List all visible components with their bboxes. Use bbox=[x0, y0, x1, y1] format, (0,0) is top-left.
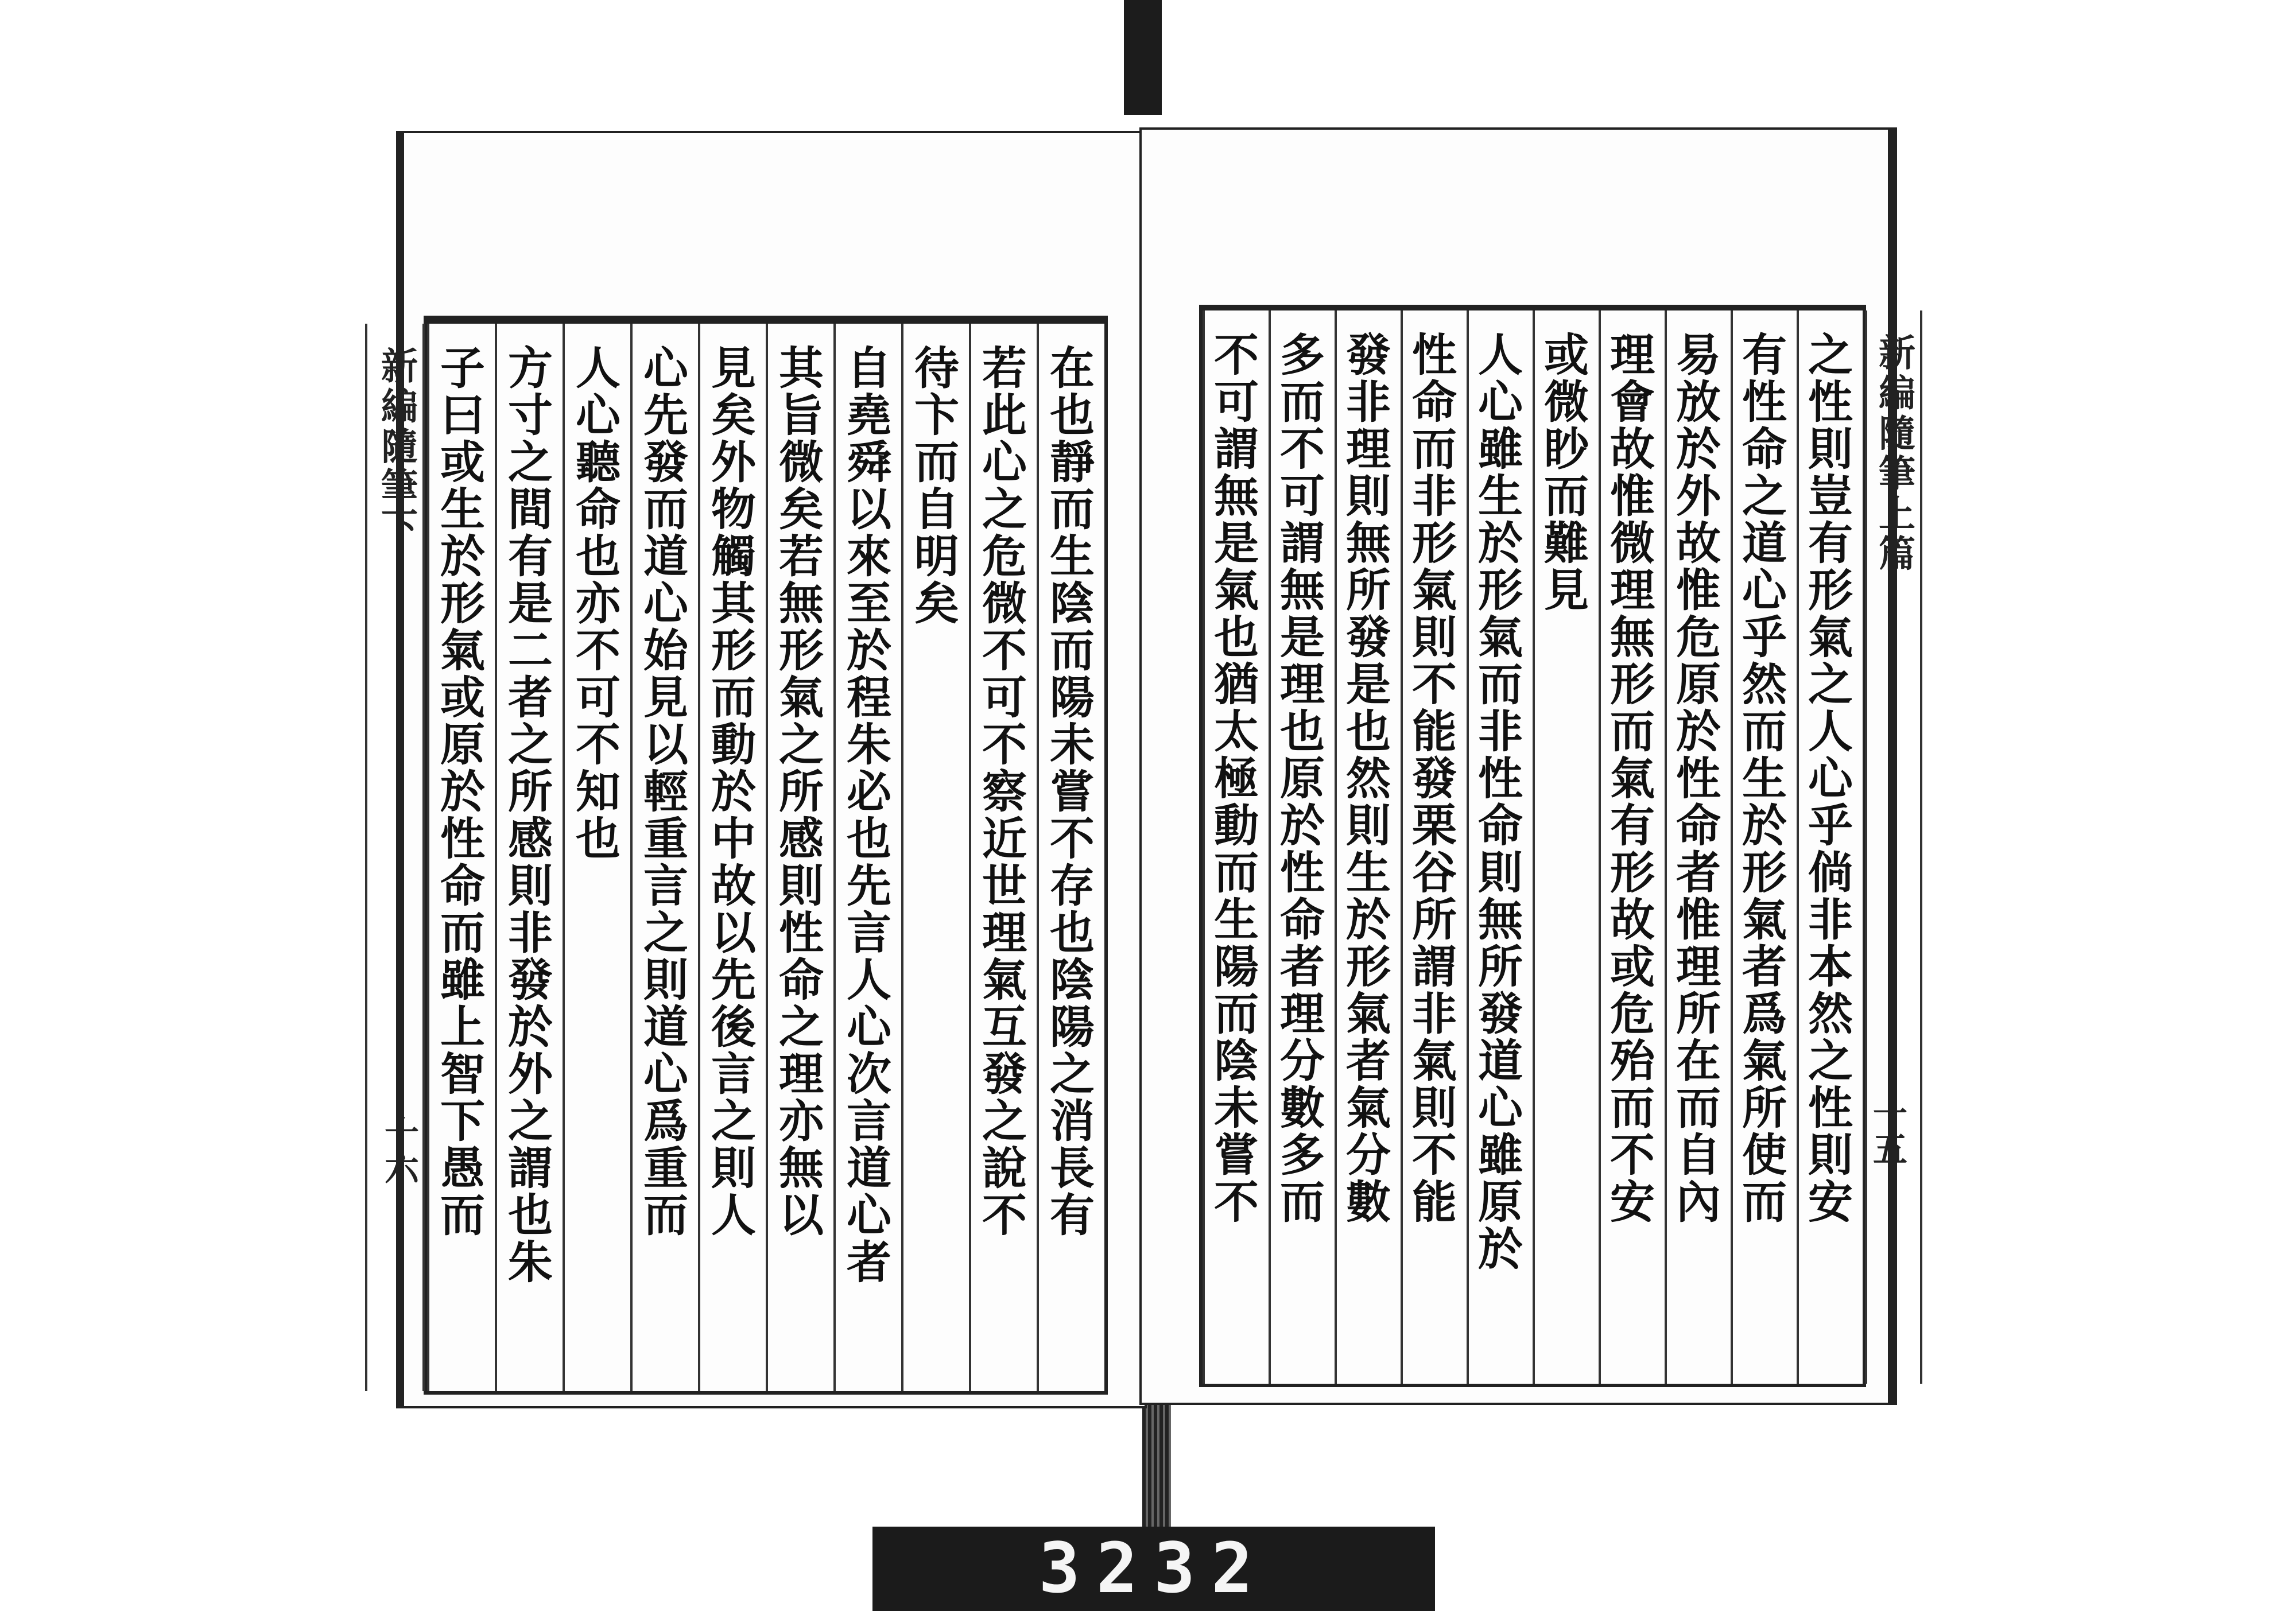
left-page bbox=[375, 131, 1147, 1408]
text-column: 不可謂無是氣也猶太極動而生陽而陰未嘗不 bbox=[1203, 310, 1269, 1384]
catalog-number-label: 3232 bbox=[872, 1527, 1435, 1611]
text-column: 自堯舜以來至於程朱必也先言人心次言道心者 bbox=[833, 324, 901, 1391]
text-column: 其旨微矣若無形氣之所感則性命之理亦無以 bbox=[766, 324, 833, 1391]
right-page-number: 十五 bbox=[1867, 1097, 1907, 1166]
text-column: 之性則豈有形氣之人心乎倘非本然之性則安 bbox=[1797, 310, 1863, 1384]
text-column: 理會故惟微理無形而氣有形故或危殆而不安 bbox=[1599, 310, 1665, 1384]
text-column: 在也靜而生陰而陽未嘗不存也陰陽之消長有 bbox=[1037, 324, 1104, 1391]
right-text-columns bbox=[1203, 310, 1863, 1384]
book-spine-bottom bbox=[1142, 1400, 1171, 1527]
text-column: 子曰或生於形氣或原於性命而雖上智下愚而 bbox=[427, 324, 495, 1391]
left-page-number: 十六 bbox=[379, 1116, 419, 1185]
right-text-frame bbox=[1199, 305, 1915, 1387]
text-column: 或微眇而難見 bbox=[1533, 310, 1599, 1384]
text-column: 易放於外故惟危原於性命者惟理所在而自內 bbox=[1665, 310, 1731, 1384]
book-spine-top bbox=[1124, 0, 1162, 115]
text-column: 方寸之間有是二者之所感則非發於外之謂也朱 bbox=[495, 324, 563, 1391]
text-column: 性命而非形氣則不能發栗谷所謂非氣則不能 bbox=[1401, 310, 1467, 1384]
left-margin-title: 新編隨筆下 bbox=[365, 324, 425, 1391]
text-column: 多而不可謂無是理也原於性命者理分數多而 bbox=[1269, 310, 1335, 1384]
text-column: 見矣外物觸其形而動於中故以先後言之則人 bbox=[698, 324, 766, 1391]
text-column: 心先發而道心始見以輕重言之則道心爲重而 bbox=[630, 324, 698, 1391]
right-page bbox=[1139, 127, 1915, 1405]
text-column: 待卞而自明矣 bbox=[901, 324, 969, 1391]
text-column: 發非理則無所發是也然則生於形氣者氣分數 bbox=[1335, 310, 1401, 1384]
right-margin-title: 新編隨筆上篇 bbox=[1865, 310, 1922, 1384]
text-column: 有性命之道心乎然而生於形氣者爲氣所使而 bbox=[1731, 310, 1797, 1384]
text-column: 人心聽命也亦不可不知也 bbox=[563, 324, 630, 1391]
text-column: 若此心之危微不可不察近世理氣互發之說不 bbox=[969, 324, 1037, 1391]
left-text-columns bbox=[427, 324, 1104, 1391]
text-column: 人心雖生於形氣而非性命則無所發道心雖原於 bbox=[1467, 310, 1533, 1384]
left-text-frame bbox=[375, 316, 1108, 1395]
